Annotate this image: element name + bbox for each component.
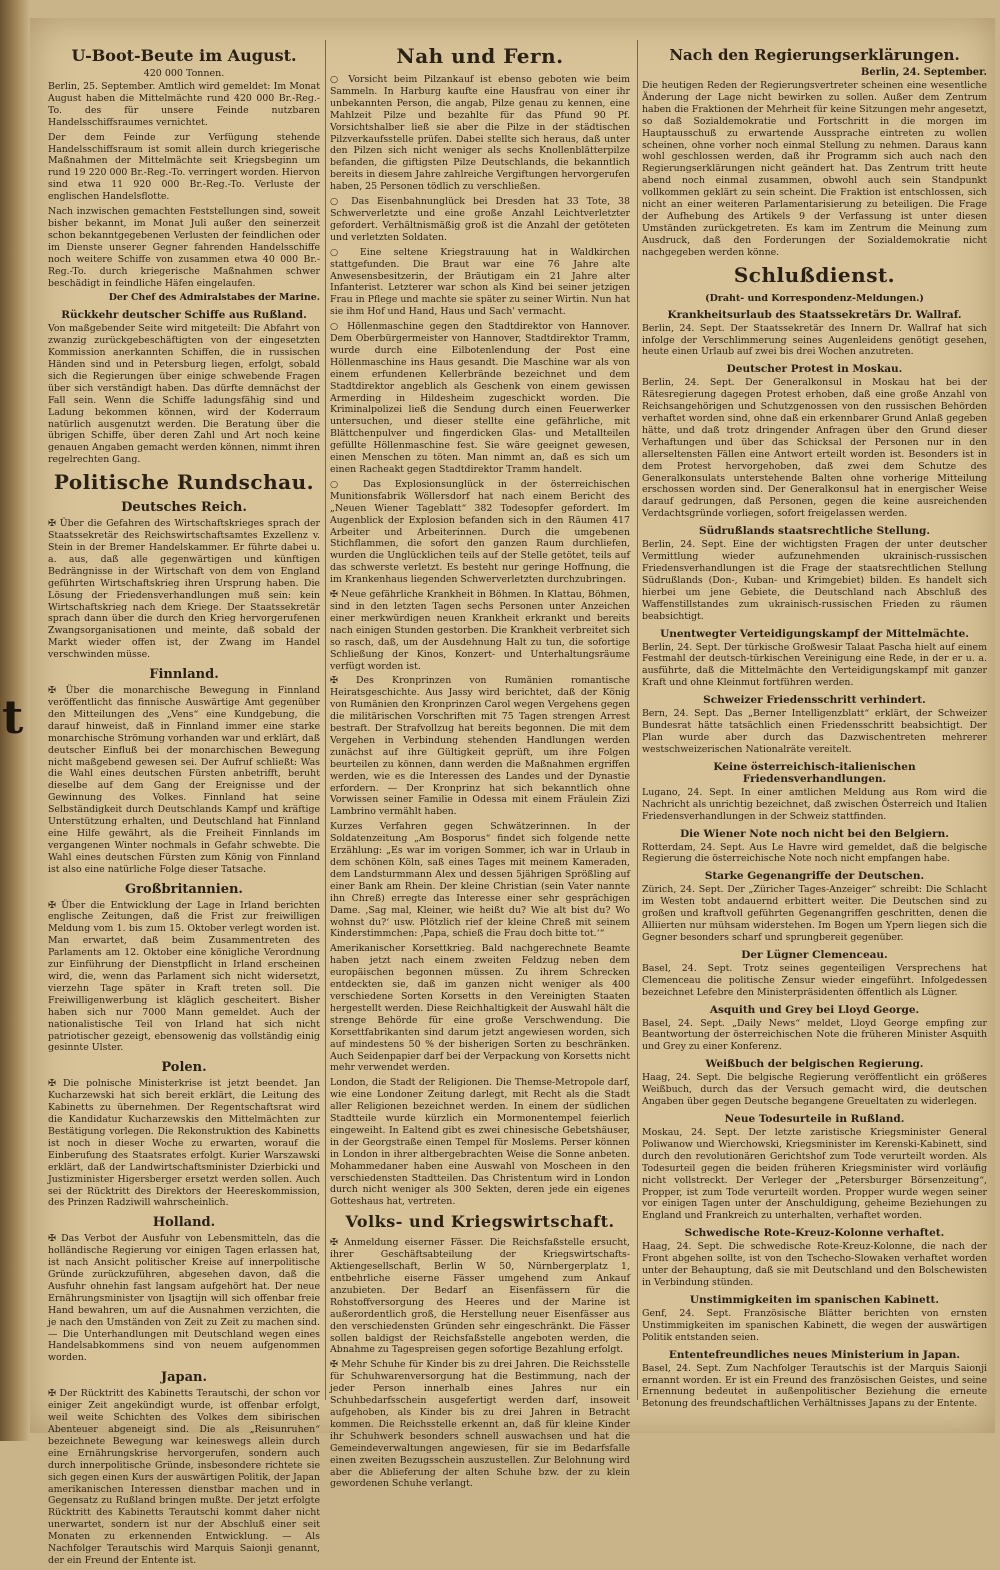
article-text: ○ Das Eisenbahnunglück bei Dresden hat 33 Tote, 38 Schwerverletzte und eine große Anzahl Leichtverletzter gefordert. Verhältnismäßig groß ist die Anzahl der getöteten und verletzten Soldaten.: [330, 196, 630, 243]
dateline: Berlin, 24. September.: [860, 67, 987, 78]
headline-holland: Holland.: [152, 1215, 216, 1231]
article-text: Berlin, 24. Sept. Der türkische Großwesir Talaat Pascha hielt auf einem Festmahl der deutsch-türkischen Vereinigung eine Rede, in der er u. a. ausführte, daß die Mittelmächte den Verteidigungskampf mit ganzer Kraft und ohne Kleinmut fortführen werden.: [642, 641, 987, 689]
article-text: ○ Eine seltene Kriegstrauung hat in Waldkirchen stattgefunden. Die Braut war eine 76 Jahre alte Anwesensbesitzerin, der Bräutigam ein 21 Jahre alter Infanterist. Letzterer war schon als Kind bei seiner jetzigen Frau in Pflege und machte sie später zu seiner Wirtin. Nun hat sie ihm Hof und Hand, Haus und Sach' vermacht.: [330, 246, 630, 318]
article-text: Der dem Feinde zur Verfügung stehende Handelsschiffsraum ist somit allein durch kriegerische Maßnahmen der Mittelmächte seit Kriegsbeginn um rund 19 220 000 Br.-Reg.-To. verringert worden. Hiervon sind etwa 11 920 000 Br.-Reg.-To. Verluste der englischen Handelsflotte.: [48, 131, 320, 203]
headline: Südrußlands staatsrechtliche Stellung.: [699, 525, 930, 538]
article-text: ✠ Anmeldung eiserner Fässer. Die Reichsfaßstelle ersucht, ihrer Geschäftsabteilung der Kriegswirtschafts-Aktiengesellschaft, Berlin W 50, Nürnbergerplatz 1, entbehrliche eiserne Fässer umgehend zum Ankauf anzubieten. Der Bedarf an Eisenfässern für die Rohstoffversorgung des Heeres und der Marine ist außerordentlich groß, die Herstellung neuer Eisenfässer aus den verschiedensten Gründen sehr eingeschränkt. Die Fässer sollen baldigst der Reichsfaßstelle angeboten werden, die Abnahme zu Tagespreisen gegen sofortige Bezahlung erfolgt.: [330, 1237, 630, 1356]
headline: Krankheitsurlaub des Staatssekretärs Dr. Wallraf.: [667, 308, 962, 321]
article-text: Haag, 24. Sept. Die schwedische Rote-Kreuz-Kolonne, die nach der Front abgehen sollte, ist von den Tschecho-Slowaken verhaftet worden unter der Behauptung, daß sie mit Deutschland und den Bolschewisten in Verbindung stünden.: [642, 1241, 987, 1288]
section-title-schlussdienst: Schlußdienst.: [733, 262, 896, 287]
section-title-politik: Politische Rundschau.: [53, 470, 315, 495]
column-left: [48, 40, 320, 1570]
headline-japan: Japan.: [160, 1370, 208, 1386]
article-text: Basel, 24. Sept. „Daily News“ meldet, Lloyd George empfing zur Beantwortung der österreichischen Note die früheren Minister Asquith und Grey zu einer Konferenz.: [642, 1017, 987, 1053]
article-text: ✠ Über die monarchische Bewegung in Finnland veröffentlicht das finnische Auswärtige Amt gegenüber den Mitteilungen des „Vens“ eine Kundgebung, die darauf hinweist, daß in Finnland immer eine starke monarchische Strömung vorhanden war und erklärt, daß deutscher Einfluß bei der monarchischen Bewegung nicht maßgebend gewesen sei. Der Aufruf schließt: Was die Wahl eines deutschen Fürsten anbetrifft, beruht dieselbe auf dem Gang der Ereignisse und der Gewinnung des Volkes. Finnland hat seine Selbständigkeit durch Deutschlands Kampf und kräftige Unterstützung erhalten, und Deutschland hat Finnland eine Hilfe gewährt, als die Freiheit Finnlands im vergangenen Winter nochmals in Gefahr schwebte. Die Wahl eines deutschen Fürsten zum König von Finnland ist also eine natürliche Folge dieser Tatsache.: [48, 685, 320, 875]
article-text: ✠ Des Kronprinzen von Rumänien romantische Heiratsgeschichte. Aus Jassy wird berichtet, daß der König von Rumänien den Kronprinzen Carol wegen Vergehens gegen die militärischen Vorschriften mit 75 Tagen strengen Arrest bestraft. Der Strafvollzug hat bereits begonnen. Die mit dem Vergehen in Verbindung stehenden Handlungen werden zunächst auf ihre Gültigkeit geprüft, um ihre Folgen beurteilen zu können, dann werden die Maßnahmen ergriffen werden, wie es die Interessen des Landes und der Dynastie erfordern. — Der Kronprinz hat sich bekanntlich ohne Vorwissen seiner Familie in Odessa mit einem Fräulein Zizi Lambrino vermählt haben.: [330, 675, 630, 818]
article-text: Die heutigen Reden der Regierungsvertreter scheinen eine wesentliche Änderung der Lage nicht bewirken zu sollen. Außer dem Zentrum haben die Fraktionen der Mehrheit für keine Sitzungen mehr angesetzt, so daß Sozialdemokratie und Fortschritt in die morgen im Hauptausschuß zu erwartende Aussprache eintreten zu wollen scheinen, ohne vorher noch einmal Stellung zu nehmen. Daraus kann wohl geschlossen werden, daß ihr Programm sich auch nach den Regierungserklärungen nicht geändert hat. Das Zentrum tritt heute abend noch einmal zusammen, obwohl auch sein Standpunkt vollkommen geklärt zu sein scheint. Die Fraktion ist entschlossen, sich nicht an einer weiteren Parlamentarisierung zu beteiligen. Die Frage der Aufhebung des Artikels 9 der Verfassung ist unter diesen Umständen zurückgetreten. Es kam im Zentrum die Meinung zum Ausdruck, daß den Forderungen der Sozialdemokratie nicht nachgegeben werden könne.: [642, 80, 987, 258]
article-text: Kurzes Verfahren gegen Schwätzerinnen. In der Soldatenzeitung „Am Bosporus“ findet sich folgende nette Erzählung: „Es war im vorigen Sommer, ich war in Urlaub in dem schönen Köln, saß eines Tages mit meinem Kameraden, dem Landsturmmann Alex und dessen 5jährigen Sprößling auf einer Bank am Rhein. Der kleine Christian (sein Vater nannte ihn Chreß) erregte das Interesse einer sehr gesprächigen Dame. ‚Sag mal, Kleiner, wie heißt du? Wie alt bist du? Wo wohnst du?‘ usw. Plötzlich rief der kleine Chreß mit seinem Kinderstimmchen: ‚Papa, schieß die Frau doch bitte tot.‘“: [330, 821, 630, 940]
article-text: Zürich, 24. Sept. Der „Züricher Tages-Anzeiger“ schreibt: Die Schlacht im Westen tobt andauernd erbittert weiter. Die Deutschen sind zu großen und kraftvoll geführten Gegenangriffen geschritten, denen die Alliierten nur mühsam widerstehen. Im Bogen um Ypern liegen sich die Gegner besonders scharf und sprungbereit gegenüber.: [642, 884, 987, 943]
headline-uboot: U-Boot-Beute im August.: [71, 46, 297, 65]
headline-finnland: Finnland.: [149, 667, 219, 683]
article-text: ✠ Die polnische Ministerkrise ist jetzt beendet. Jan Kucharzewski hat sich bereit erklärt, die Leitung des Kabinetts zu übernehmen. Der Regentschaftsrat wird die Kandidatur Kucharzewskis den Mittelmächten zur Bestätigung vorlegen. Die Rekonstruktion des Kabinetts ist noch in dieser Woche zu erwarten, worauf die Einberufung des Staatsrates erfolgt. Kurier Warszawski erklärt, daß der Landwirtschaftsminister Dzierbicki und Justizminister Higersberger ersetzt werden sollen. Auch sei der Rücktritt des Direktors der Heereskommission, des Prinzen Radziwill wahrscheinlich.: [48, 1078, 320, 1209]
article-text: Basel, 24. Sept. Zum Nachfolger Terautschis ist der Marquis Saionji ernannt worden. Er ist ein Freund des französischen Geistes, und seine Ernennung bedeutet in außenpolitischer Beziehung die erneute Betonung des freundschaftlichen Verhältnisses Japans zu der Entente.: [642, 1362, 987, 1410]
section-title-nah-fern: Nah und Fern.: [396, 44, 564, 68]
article-text: ✠ Mehr Schuhe für Kinder bis zu drei Jahren. Die Reichsstelle für Schuhwarenversorgung hat die Bestimmung, nach der jeder Person innerhalb eines Jahres nur ein Schuhbedarfsschein ausgefertigt werden darf, insoweit aufgehoben, als Kinder bis zu drei Jahren in Betracht kommen. Die Reichsstelle erkennt an, daß für kleine Kinder ihr Schuhwerk besonders schnell auswachsen und hat die Gemeindeverwaltungen angewiesen, für sie im Bedarfsfalle einen zweiten Bezugsschein auszustellen. Zur Belohnung wird aber die Ablieferung der alten Schuhe bzw. der zu klein gewordenen Schuhe verlangt.: [330, 1359, 630, 1490]
headline: Neue Todesurteile in Rußland.: [724, 1113, 905, 1125]
headline: Deutscher Protest in Moskau.: [726, 363, 903, 376]
article-text: Lugano, 24. Sept. In einer amtlichen Meldung aus Rom wird die Nachricht als unrichtig bezeichnet, daß zwischen Österreich und Italien Friedensverhandlungen in der Schweiz stattfinden.: [642, 786, 987, 822]
article-text: Berlin, 24. Sept. Eine der wichtigsten Fragen der unter deutscher Vermittlung wieder aufzunehmenden ukrainisch-russischen Friedensverhandlungen ist die Frage der staatsrechtlichen Stellung Südrußlands (Don-, Kuban- und Krimgebiet) bilden. Es handelt sich hierbei um jene Gebiete, die Deutschland nach Abschluß des Waffenstillstandes zum ukrainisch-russischen Frieden zu räumen beabsichtigt.: [642, 539, 987, 622]
article-text: Nach inzwischen gemachten Feststellungen sind, soweit bisher bekannt, im Monat Juli außer den seinerzeit schon bekanntgegebenen Verlusten der feindlichen oder im Dienste unserer Gegner fahrenden Handelsschiffe noch weitere Schiffe von zusammen etwa 40 000 Br.-Reg.-To. durch kriegerische Maßnahmen schwer beschädigt in feindliche Häfen eingelaufen.: [48, 206, 320, 289]
headline-grossbritannien: Großbritannien.: [125, 881, 243, 897]
column-rule: [325, 40, 326, 1400]
column-right: [642, 40, 987, 1413]
headline-rueckkehr: Rückkehr deutscher Schiffe aus Rußland.: [61, 309, 307, 322]
article-text: Basel, 24. Sept. Trotz seines gegenteiligen Versprechens hat Clemenceau die politische Zensur wieder eingeführt. Infolgedessen bezeichnet Lefebre den Ministerpräsidenten öffentlich als Lügner.: [642, 962, 987, 998]
section-title-volkswirtschaft: Volks- und Kriegswirtschaft.: [345, 1212, 615, 1232]
subhead-uboot: 420 000 Tonnen.: [143, 68, 225, 79]
article-text: Berlin, 24. Sept. Der Staatssekretär des Innern Dr. Wallraf hat sich infolge der Verschlimmerung seines Augenleidens genötigt gesehen, heute einen Urlaub auf zwei bis drei Wochen anzutreten.: [642, 322, 987, 358]
headline: Asquith und Grey bei Lloyd George.: [709, 1003, 920, 1016]
article-text: ✠ Über die Entwicklung der Lage in Irland berichten englische Zeitungen, daß die Frist zur freiwilligen Meldung vom 1. bis zum 15. Oktober verlegt worden ist. Man erwartet, daß beim Zusammentreten des Parlaments am 12. Oktober eine königliche Verordnung zur Einführung der Dienstpflicht in Irland erscheinen wird, die, wenn das Parlament sich nicht widersetzt, vierzehn Tage später in Kraft treten soll. Die Freiwilligenwerbung ist kläglich gescheitert. Bisher haben sich nur 7000 Mann gemeldet. Auch der nationalistische Teil von Irland hat sich nicht patriotischer gezeigt, ebensowenig das vollständig einig gesinnte Ulster.: [48, 899, 320, 1054]
article-text: ✠ Neue gefährliche Krankheit in Böhmen. In Klattau, Böhmen, sind in den letzten Tagen sechs Personen unter Anzeichen einer merkwürdigen neuen Krankheit erkrankt und bereits nach einigen Stunden gestorben. Die Krankheit verbreitet sich so rasch, daß, um der Ausdehnung Halt zu tun, die sofortige Schließung der Kinos, Konzert- und Unterhaltungsräume verfügt worden ist.: [330, 589, 630, 672]
headline: Starke Gegenangriffe der Deutschen.: [704, 870, 925, 883]
headline: Ententefreundliches neues Ministerium in Japan.: [668, 1348, 961, 1361]
column-middle: [330, 40, 630, 1493]
page-gutter: [0, 0, 30, 1441]
article-text: Berlin, 24. Sept. Der Generalkonsul in Moskau hat bei der Rätesregierung dagegen Protest erhoben, daß eine große Anzahl von Reichsangehörigen und Schutzgenossen von den russischen Behörden verhaftet worden sind, ohne daß ein erkennbarer Grund Anlaß gegeben hätte, und daß trotz dringender Anfragen über den Grund dieser Verhaftungen und über das Schicksal der Personen nur in den allerseltensten Fällen eine Antwort erteilt worden ist. Besonders ist in dem Protest hervorgehoben, daß zwei dem Schutze des Generalkonsulats unterstehende Balten ohne vorherige Mitteilung erschossen worden sind. Der Generalkonsul hat in energischer Weise darauf gedrungen, daß Personen, gegen die keine ausreichenden Verdachtsgründe vorliegen, sofort freigelassen werden.: [642, 377, 987, 520]
article-text: London, die Stadt der Religionen. Die Themse-Metropole darf, wie eine Londoner Zeitung darlegt, mit Recht als die Stadt aller Religionen bezeichnet werden. In einem der südlichen Stadtteile wurde kürzlich ein Mormonentempel feierlich eingeweiht. In Ealtend gibt es zwei chinesische Gebetshäuser, in der Georgstraße einen Tempel für Moslems. Perser können in London in ihrer altbergebrachten Weise die Sonne anbeten. Mohammedaner haben eine Auswahl von Moscheen in den verschiedensten Stadtteilen. Das Christentum wird in London durch nicht weniger als 300 Sekten, deren jede ein eigenes Gotteshaus hat, vertreten.: [330, 1077, 630, 1208]
article-text: ✠ Der Rücktritt des Kabinetts Terautschi, der schon vor einiger Zeit angekündigt wurde, ist offenbar erfolgt, weil weite Schichten des Volkes dem sibirischen Abenteuer abgeneigt sind. Die als „Reisunruhen“ bezeichnete Bewegung war keineswegs allein durch eine Ernährungskrise hervorgerufen, sondern auch durch innerpolitische Gründe, insbesondere richtete sie sich gegen einen Kurs der auswärtigen Politik, der Japan amerikanischen Interessen dienstbar machen und in Gegensatz zu Rußland bringen mußte. Der jetzt erfolgte Rücktritt des Kabinetts Terautschi kommt daher nicht unerwartet, sondern ist nur der Abschluß einer seit Monaten zu erkennenden Entwicklung. — Als Nachfolger Terautschis wird Marquis Saionji genannt, der ein Freund der Entente ist.: [48, 1388, 320, 1566]
article-text: Berlin, 25. September. Amtlich wird gemeldet: Im Monat August haben die Mittelmächte rund 420 000 Br.-Reg.-To. des für unsere Feinde nutzbaren Handelsschiffsraumes vernichtet.: [48, 81, 320, 128]
article-text: Rotterdam, 24. Sept. Aus Le Havre wird gemeldet, daß die belgische Regierung die österreichische Note noch nicht empfangen habe.: [642, 841, 987, 865]
article-text: Bern, 24. Sept. Das „Berner Intelligenzblatt“ erklärt, der Schweizer Bundesrat hätte tatsächlich einen Friedensschritt beabsichtigt. Der Plan wurde aber durch das Dazwischentreten mehrerer westschweizerischen Nationalräte vereitelt.: [642, 708, 987, 755]
headline: Unstimmigkeiten im spanischen Kabinett.: [689, 1293, 940, 1306]
article-text: ✠ Das Verbot der Ausfuhr von Lebensmitteln, das die holländische Regierung vor einigen Tagen erlassen hat, ist nach Ansicht politischer Kreise auf innerpolitische Gründe zurückzuführen, abgesehen davon, daß die Ausfuhr ohnehin fast langsam aufgehört hat. Der neue Ernährungsminister von Ijsagtijn will sich offenbar freie Hand bewahren, um auf die Ausnahmen verzichten, die je nach den Umständen von Zeit zu Zeit zu machen sind. — Die Unterhandlungen mit Deutschland wegen eines Handelsabkommens sind von neuem aufgenommen worden.: [48, 1233, 320, 1364]
article-text: Amerikanischer Korsettkrieg. Bald nachgerechnete Beamte haben jetzt nach einem zweiten Feldzug neben dem europäischen begonnen müssen. Zu ihrem Schrecken entdeckten sie, daß im ganzen nicht weniger als 400 verschiedene Sorten Korsetts in den Vereinigten Staaten hergestellt werden. Diese Reichhaltigkeit der Auswahl hält die strenge Behörde für eine große Verschwendung. Die Korsettfabrikanten sind darum jetzt angewiesen worden, sich auf mindestens 50 % der bisherigen Sorten zu beschränken. Auch Seidenpapier darf bei der Verpackung von Korsetts nicht mehr verwendet werden.: [330, 943, 630, 1074]
headline: Schweizer Friedensschritt verhindert.: [703, 694, 926, 707]
previous-page-fragment: t: [2, 690, 24, 744]
headline-polen: Polen.: [161, 1060, 207, 1076]
headline-regierung: Nach den Regierungserklärungen.: [669, 46, 960, 64]
subhead-schlussdienst: (Draht- und Korrespondenz-Meldungen.): [705, 292, 924, 304]
article-text: ○ Höllenmaschine gegen den Stadtdirektor von Hannover. Dem Oberbürgermeister von Hannover, Stadtdirektor Tramm, wurde durch eine Eilbotenlendung der Post eine Höllenmaschine ins Haus gesandt. Die Maschine war als von einem erfundenen Kellerbrände bezeichnet und dem Stadtdirektor angeblich als Geschenk von einem gewissen Armerding in Hildesheim zugeschickt worden. Die Kriminalpolizei ließ die Sendung durch einen Feuerwerker untersuchen, und dieser stellte eine gefährliche, mit Blättchenpulver und fingerdicken Glas- und Metallteilen gefüllte Höllenmaschine fest. Sie wäre geeignet gewesen, einen Menschen zu töten. Man nimmt an, daß es sich um einen Racheakt gegen Stadtdirektor Tramm handelt.: [330, 321, 630, 475]
headline: Der Lügner Clemenceau.: [741, 948, 888, 961]
article-text: ○ Vorsicht beim Pilzankauf ist ebenso geboten wie beim Sammeln. In Harburg kaufte eine Hausfrau von einer ihr unbekannten Person, die angab, Pilze genau zu kennen, eine Mahlzeit Pilze und bezahlte für das Pfund 90 Pf. Vorsichtshalber ließ sie aber die Pilze in der städtischen Pilzverkaufsstelle prüfen. Dabei stellte sich heraus, daß unter den Pilzen sich nicht weniger als sechs Knollenblätterpilze befanden, die giftigsten Pilze Deutschlands, die bekanntlich bereits in diesem Jahre zahlreiche Vergiftungen hervorgerufen haben, 25 Personen tödlich zu verschließen.: [330, 74, 630, 193]
column-rule: [637, 40, 638, 1400]
article-text: ○ Das Explosionsunglück in der österreichischen Munitionsfabrik Wöllersdorf hat nach einem Bericht des „Neuen Wiener Tageblatt“ 382 Todesopfer gefordert. Im Augenblick der Explosion befanden sich in den Räumen 417 Arbeiter und Arbeiterinnen. Durch die umgebenen Stichflammen, die sofort den ganzen Raum durchliefen, wurden die Unglücklichen teils auf der Stelle getötet, teils auf das schwerste verletzt. Es besteht nur geringe Hoffnung, die im Krankenhaus liegenden Schwerverletzten durchzubringen.: [330, 478, 630, 586]
headline-reich: Deutsches Reich.: [121, 500, 247, 516]
article-text: Haag, 24. Sept. Die belgische Regierung veröffentlicht ein größeres Weißbuch, durch das der Versuch gemacht wird, die deutschen Angaben über gegen Deutsche begangene Greueltaten zu widerlegen.: [642, 1072, 987, 1108]
headline: Unentwegter Verteidigungskampf der Mittelmächte.: [660, 627, 969, 640]
headline: Weißbuch der belgischen Regierung.: [705, 1058, 924, 1071]
headline: Die Wiener Note noch nicht bei den Belgiern.: [680, 827, 949, 840]
article-text: Von maßgebender Seite wird mitgeteilt: Die Abfahrt von zwanzig zurückgebeschäftigten von der eingesetzten Kommission anerkannten Schiffen, die in russischen Händen sind und in Petersburg liegen, erfolgt, sobald sich die Regierungen über einige schwebende Fragen über sich verständigt haben. Das dürfte demnächst der Fall sein. Wenn die Schiffe ladungsfähig sind und Ladung bekommen können, wird der Koderraum natürlich ausgenutzt werden. Die Beratung über die übrigen Schiffe, über deren Zahl und Art noch keine genauen Angaben gemacht werden können, nimmt ihren regelrechten Gang.: [48, 323, 320, 466]
article-text: Genf, 24. Sept. Französische Blätter berichten von ernsten Unstimmigkeiten im spanischen Kabinett, die wegen der auswärtigen Politik entstanden seien.: [642, 1307, 987, 1343]
article-text: Moskau, 24. Sept. Der letzte zaristische Kriegsminister General Poliwanow und Wierchowski, Kriegsminister im Kerenski-Kabinett, sind durch den revolutionären Gerichtshof zum Tode verurteilt worden. Als Todesurteil gegen die beiden früheren Kriegsminister wird vorläufig nicht vollstreckt. Der Verleger der „Petersburger Börsenzeitung“, Propper, ist zum Tode verurteilt worden. Propper wurde wegen seiner vor einigen Tagen unter der Anschuldigung, geheime Beziehungen zu England und Frankreich zu unterhalten, verhaftet worden.: [642, 1127, 987, 1222]
article-text: ✠ Über die Gefahren des Wirtschaftskrieges sprach der Staatssekretär des Reichswirtschaftsamtes Exzellenz v. Stein in der Bremer Handelskammer. Er führte dabei u. a. aus, daß alle gegenwärtigen und künftigen Bedrängnisse in der Wirtschaft von dem von England geführten Wirtschaftskrieg ihren Ursprung haben. Die Lösung der Friedensverhandlungen muß sein: kein Wirtschaftskrieg nach dem Kriege. Der Staatssekretär sprach dann über die durch den Krieg hervorgerufenen Zwangsorganisationen und meinte, daß sobald der Markt wieder offen ist, der Zwang im Handel verschwinden müsse.: [48, 518, 320, 661]
signature: Der Chef des Admiralstabes der Marine.: [108, 292, 320, 304]
headline: Keine österreichisch-italienischen Friedensverhandlungen.: [713, 760, 916, 785]
headline: Schwedische Rote-Kreuz-Kolonne verhaftet.: [684, 1227, 945, 1240]
